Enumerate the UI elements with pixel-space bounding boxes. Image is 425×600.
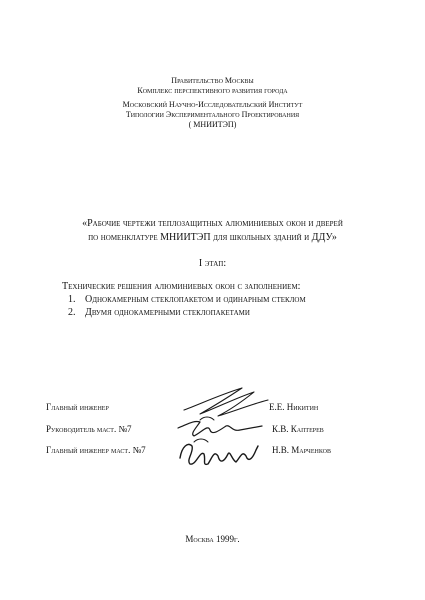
- signature-name-chief-engineer: Е.Е. Никитин: [269, 402, 319, 412]
- list-item: [62, 293, 382, 306]
- signature-name-workshop-head: К.В. Каптерев: [272, 424, 324, 434]
- institute-line-1: Московский Научно-Исследовательский Институт: [122, 100, 303, 109]
- place-and-year: Москва 1999г.: [185, 534, 240, 544]
- document-title: [0, 217, 425, 245]
- handwritten-signatures: [170, 380, 280, 480]
- list-item-text: Двумя однокамерными стеклопакетами: [85, 307, 250, 318]
- signature-3-stroke: [180, 445, 258, 465]
- signature-role-workshop-engineer: Главный инженер маст. №7: [46, 445, 146, 455]
- signature-2-stroke: [178, 421, 262, 436]
- signature-role-workshop-head: Руководитель маст. №7: [46, 424, 132, 434]
- org-line-1: Правительство Москвы: [171, 76, 254, 85]
- list-item-number: 1.: [68, 294, 76, 305]
- stage-label: I этап:: [198, 258, 227, 269]
- technical-heading: Технические решения алюминиевых окон с заполнением:: [62, 281, 301, 292]
- list-item-number: 2.: [68, 307, 76, 318]
- title-line-1: «Рабочие чертежи теплозащитных алюминиевых окон и дверей: [82, 218, 343, 229]
- signature-name-workshop-engineer: Н.В. Марченков: [272, 445, 332, 455]
- org-header: [0, 76, 425, 96]
- org-line-2: Комплекс перспективного развития города: [137, 86, 288, 95]
- technical-solutions: [62, 280, 382, 319]
- institute-line-2: Типологии Экспериментального Проектирования: [125, 110, 300, 119]
- list-item-text: Однокамерным стеклопакетом и одинарным стеклом: [85, 294, 306, 305]
- institute-header: [0, 100, 425, 130]
- title-line-2: по номенклатуре МНИИТЭП для школьных зданий и ДДУ»: [88, 232, 337, 243]
- list-item: [62, 306, 382, 319]
- institute-line-3: ( МНИИТЭП): [188, 120, 237, 129]
- signature-role-chief-engineer: Главный инженер: [46, 402, 109, 412]
- signature-1-stroke: [184, 388, 268, 416]
